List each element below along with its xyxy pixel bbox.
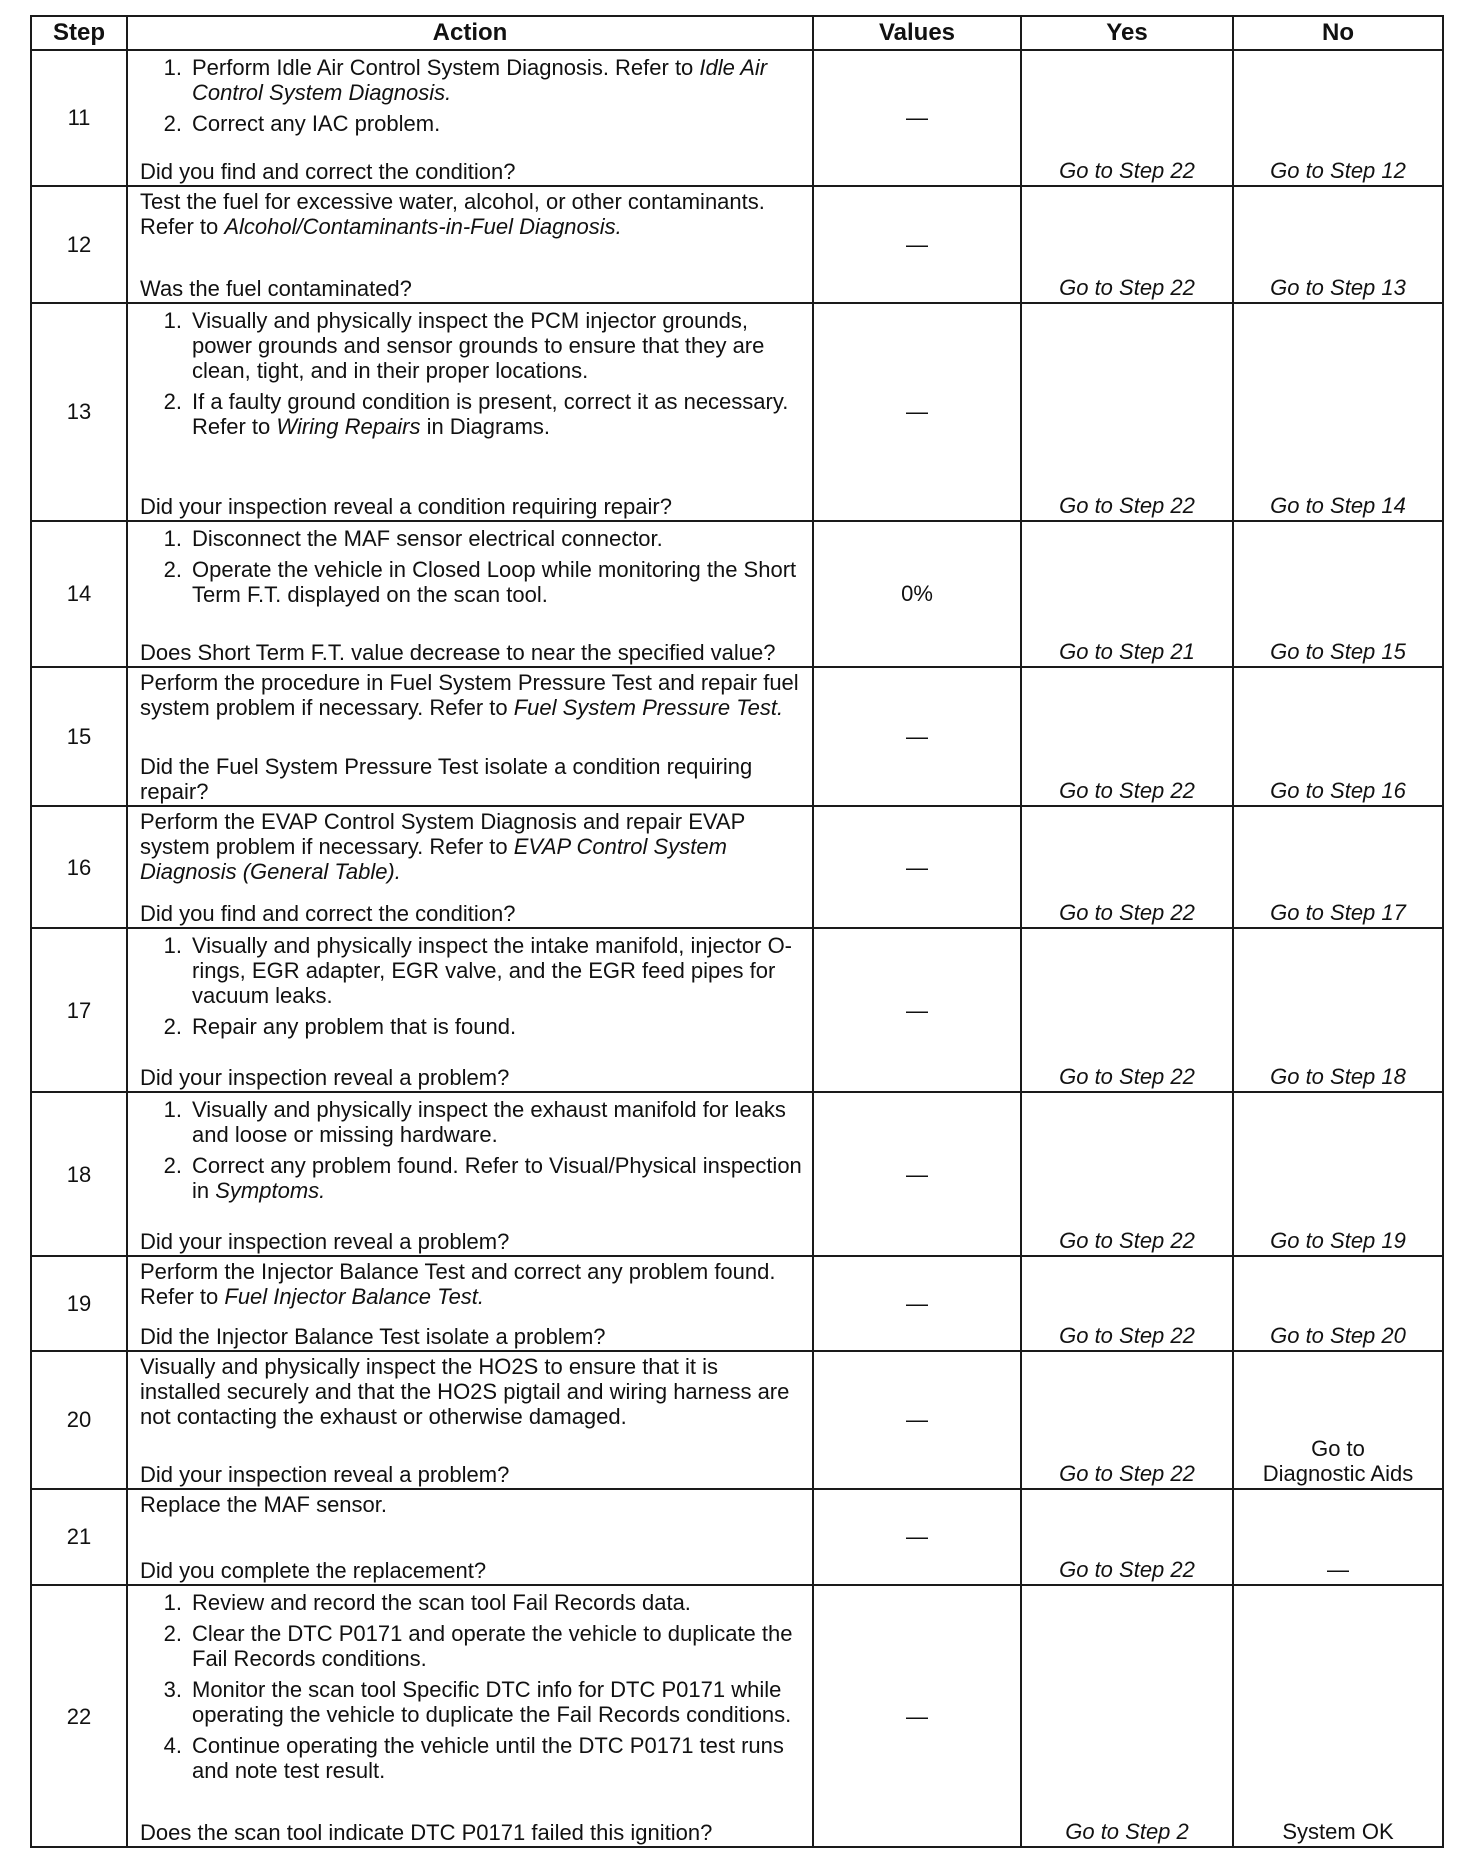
action-question: Did your inspection reveal a problem? [140,1065,510,1091]
no-outcome: Go to Step 18 [1270,1064,1406,1090]
header-step: Step [31,16,127,50]
action-content [140,524,804,665]
step-number: 15 [31,667,127,806]
step-number: 21 [31,1489,127,1586]
step-number: 16 [31,806,127,928]
yes-outcome: Go to Step 22 [1059,1228,1195,1254]
values-cell [813,1489,1021,1586]
list-item-text [192,1590,804,1615]
value-text: — [906,399,928,425]
no-cell [1233,1489,1443,1586]
action-list-item [140,933,804,1008]
list-item-number: 1. [163,933,182,959]
list-item-text-plain: Continue operating the vehicle until the DTC P0171 test runs and note test result. [192,1733,784,1784]
yes-cell [1021,186,1233,303]
list-item-text-plain: If a faulty ground condition is present, correct it as necessary. Refer to [192,388,789,439]
no-cell [1233,1092,1443,1256]
action-paragraph [140,189,804,239]
action-cell [127,1351,813,1489]
list-item-text-plain: Operate the vehicle in Closed Loop while monitoring the Short Term F.T. displayed on the scan tool. [192,556,797,607]
yes-outcome: Go to Step 22 [1059,274,1195,300]
action-question: Did the Fuel System Pressure Test isolate a condition requiring repair? [140,753,753,804]
values-cell [813,1092,1021,1256]
action-text: Visually and physically inspect the HO2S to ensure that it is installed securely and that the HO2S pigtail and wiring harness are not contacting the exhaust or otherwise damaged. [140,1353,790,1429]
yes-cell [1021,1092,1233,1256]
action-cell [127,1092,813,1256]
list-item-text-plain: Visually and physically inspect the exhaust manifold for leaks and loose or missing hardware. [192,1097,786,1148]
yes-outcome: Go to Step 21 [1059,638,1195,664]
no-outcome: Go to Diagnostic Aids [1262,1435,1414,1486]
reference-link-text: EVAP Control System Diagnosis (General Table). [140,833,727,884]
action-list-item [140,1097,804,1147]
no-cell [1233,1256,1443,1350]
list-item-text [192,557,804,607]
table-row [31,1585,1443,1847]
list-item-text [192,1733,804,1783]
action-list-item [140,55,804,105]
value-text: — [906,1161,928,1187]
values-cell [813,806,1021,928]
list-item-text-suffix: in Diagrams. [420,413,551,439]
action-list-item [140,1014,804,1039]
list-item-text [192,1097,804,1147]
list-item-text-plain: Monitor the scan tool Specific DTC info for DTC P0171 while operating the vehicle to duplicate the Fail Records conditions. [192,1677,792,1728]
action-list-item [140,308,804,383]
reference-link-text: Idle Air Control System Diagnosis. [192,55,768,105]
header-action: Action [127,16,813,50]
action-list-item [140,1733,804,1783]
list-item-number: 1. [163,1097,182,1123]
list-item-text [192,55,804,105]
list-item-number: 2. [163,1153,182,1179]
yes-cell [1021,303,1233,521]
yes-cell [1021,1585,1233,1847]
no-outcome: Go to Step 19 [1270,1228,1406,1254]
reference-link-text: Fuel System Pressure Test. [513,694,784,720]
reference-link-text: Symptoms. [215,1178,326,1204]
table-row [31,521,1443,667]
header-row [31,16,1443,50]
step-number: 19 [31,1256,127,1350]
action-content [140,1259,804,1348]
no-outcome: Go to Step 12 [1270,157,1406,183]
value-text: — [906,231,928,257]
action-list-item [140,1590,804,1615]
action-list-item [140,1153,804,1203]
table-row [31,1351,1443,1489]
value-text: — [906,1407,928,1433]
yes-outcome: Go to Step 22 [1059,900,1195,926]
no-outcome: Go to Step 14 [1270,492,1406,518]
table-row [31,303,1443,521]
list-item-number: 2. [163,556,182,582]
no-outcome: Go to Step 16 [1270,777,1406,803]
value-text: 0% [901,581,933,607]
yes-cell [1021,521,1233,667]
step-number: 22 [31,1585,127,1847]
no-cell [1233,186,1443,303]
step-number: 18 [31,1092,127,1256]
reference-link-text: Wiring Repairs [276,413,421,439]
values-cell [813,50,1021,186]
action-content [140,1588,804,1845]
list-item-number: 1. [163,525,182,551]
action-text: Perform the procedure in Fuel System Pressure Test and repair fuel system problem if necessary. Refer to [140,669,799,720]
no-outcome: Go to Step 20 [1270,1322,1406,1348]
action-content [140,189,804,301]
yes-cell [1021,806,1233,928]
list-item-number: 2. [163,1621,182,1647]
no-cell [1233,806,1443,928]
action-question: Did you find and correct the condition? [140,901,516,927]
action-list-item [140,557,804,607]
values-cell [813,521,1021,667]
no-cell [1233,928,1443,1092]
table-row [31,667,1443,806]
action-content [140,1492,804,1584]
values-cell [813,303,1021,521]
reference-link-text: Fuel Injector Balance Test. [224,1284,485,1310]
action-list-item [140,1621,804,1671]
step-number: 11 [31,50,127,186]
action-question: Did your inspection reveal a condition requiring repair? [140,493,672,519]
action-content [140,670,804,804]
yes-cell [1021,50,1233,186]
list-item-text-plain: Correct any IAC problem. [192,111,441,136]
table-row [31,186,1443,303]
action-list-item [140,526,804,551]
action-cell [127,521,813,667]
step-number: 17 [31,928,127,1092]
action-question: Did you complete the replacement? [140,1558,487,1584]
list-item-number: 1. [163,55,182,80]
action-content [140,1354,804,1487]
yes-cell [1021,1351,1233,1489]
action-paragraph [140,809,804,884]
list-item-text-plain: Perform Idle Air Control System Diagnosis. Refer to [192,55,700,80]
no-outcome: Go to Step 13 [1270,274,1406,300]
no-cell [1233,1585,1443,1847]
list-item-text [192,308,804,383]
value-text: — [906,1290,928,1316]
values-cell [813,186,1021,303]
action-content [140,809,804,926]
yes-outcome: Go to Step 22 [1059,492,1195,518]
action-content [140,306,804,519]
action-cell [127,1585,813,1847]
yes-outcome: Go to Step 22 [1059,1064,1195,1090]
no-cell [1233,667,1443,806]
no-cell [1233,1351,1443,1489]
list-item-number: 3. [163,1677,182,1703]
value-text: — [906,723,928,749]
action-paragraph [140,1492,804,1517]
table-row [31,1489,1443,1586]
action-cell [127,303,813,521]
table-row [31,928,1443,1092]
list-item-text [192,111,804,136]
list-item-number: 4. [163,1733,182,1759]
action-paragraph [140,670,804,720]
table-row [31,50,1443,186]
value-text: — [906,997,928,1023]
action-cell [127,1489,813,1586]
action-content [140,53,804,184]
action-question: Was the fuel contaminated? [140,275,412,301]
value-text: — [906,105,928,131]
no-outcome: — [1327,1557,1349,1583]
yes-outcome: Go to Step 22 [1059,1557,1195,1583]
action-question: Did the Injector Balance Test isolate a problem? [140,1323,606,1349]
action-list-item [140,389,804,439]
yes-outcome: Go to Step 2 [1065,1819,1189,1844]
action-content [140,931,804,1090]
value-text: — [906,854,928,880]
yes-cell [1021,667,1233,806]
list-item-text [192,933,804,1008]
table-body [31,50,1443,1847]
list-item-text-plain: Visually and physically inspect the PCM injector grounds, power grounds and sensor grounds to ensure that they are clean, tight, and in their proper locations. [192,307,765,383]
action-list-item [140,1677,804,1727]
list-item-text [192,1677,804,1727]
action-paragraph [140,1259,804,1309]
yes-cell [1021,1489,1233,1586]
yes-outcome: Go to Step 22 [1059,1322,1195,1348]
header-yes: Yes [1021,16,1233,50]
yes-cell [1021,1256,1233,1350]
list-item-text-plain: Review and record the scan tool Fail Records data. [192,1590,691,1616]
action-question: Did your inspection reveal a problem? [140,1229,510,1255]
list-item-text [192,1153,804,1203]
value-text: — [906,1524,928,1550]
list-item-text-plain: Visually and physically inspect the intake manifold, injector O-rings, EGR adapter, EGR valve, and the EGR feed pipes for vacuum leaks. [192,933,793,1009]
values-cell [813,928,1021,1092]
list-item-text [192,526,804,551]
yes-outcome: Go to Step 22 [1059,777,1195,803]
list-item-number: 2. [163,111,182,136]
action-content [140,1095,804,1254]
diagnostic-table [30,15,1444,1848]
list-item-text-plain: Clear the DTC P0171 and operate the vehicle to duplicate the Fail Records conditions. [192,1621,793,1672]
no-cell [1233,303,1443,521]
yes-outcome: Go to Step 22 [1059,157,1195,183]
step-number: 20 [31,1351,127,1489]
no-outcome: Go to Step 17 [1270,900,1406,926]
action-question: Did you find and correct the condition? [140,158,516,184]
action-question: Does the scan tool indicate DTC P0171 failed this ignition? [140,1820,713,1845]
action-cell [127,806,813,928]
action-text: Replace the MAF sensor. [140,1491,388,1517]
action-cell [127,928,813,1092]
list-item-text [192,1014,804,1039]
list-item-text-plain: Repair any problem that is found. [192,1014,517,1040]
list-item-number: 1. [163,307,182,333]
value-text: — [906,1703,928,1729]
action-question: Did your inspection reveal a problem? [140,1461,510,1487]
values-cell [813,1351,1021,1489]
header-no: No [1233,16,1443,50]
reference-link-text: Alcohol/Contaminants-in-Fuel Diagnosis. [224,213,622,239]
action-text: Test the fuel for excessive water, alcohol, or other contaminants. Refer to [140,188,765,239]
values-cell [813,1256,1021,1350]
no-outcome: System OK [1282,1819,1394,1844]
list-item-text-plain: Correct any problem found. Refer to Visual/Physical inspection in [192,1153,802,1204]
header-values: Values [813,16,1021,50]
action-question: Does Short Term F.T. value decrease to near the specified value? [140,639,776,665]
list-item-text [192,1621,804,1671]
list-item-number: 2. [163,1014,182,1040]
action-cell [127,1256,813,1350]
action-cell [127,50,813,186]
step-number: 13 [31,303,127,521]
action-list-item [140,111,804,136]
table-row [31,806,1443,928]
action-text: Perform the EVAP Control System Diagnosis and repair EVAP system problem if necessary. Refer to [140,808,745,859]
no-cell [1233,50,1443,186]
table-row [31,1092,1443,1256]
list-item-text-plain: Disconnect the MAF sensor electrical connector. [192,525,663,551]
no-outcome: Go to Step 15 [1270,638,1406,664]
action-paragraph [140,1354,804,1429]
yes-cell [1021,928,1233,1092]
list-item-number: 2. [163,388,182,414]
step-number: 12 [31,186,127,303]
yes-outcome: Go to Step 22 [1059,1460,1195,1486]
list-item-number: 1. [163,1590,182,1616]
values-cell [813,667,1021,806]
table-row [31,1256,1443,1350]
action-text: Perform the Injector Balance Test and correct any problem found. Refer to [140,1259,776,1310]
values-cell [813,1585,1021,1847]
no-cell [1233,521,1443,667]
action-cell [127,667,813,806]
list-item-text [192,389,804,439]
action-cell [127,186,813,303]
step-number: 14 [31,521,127,667]
